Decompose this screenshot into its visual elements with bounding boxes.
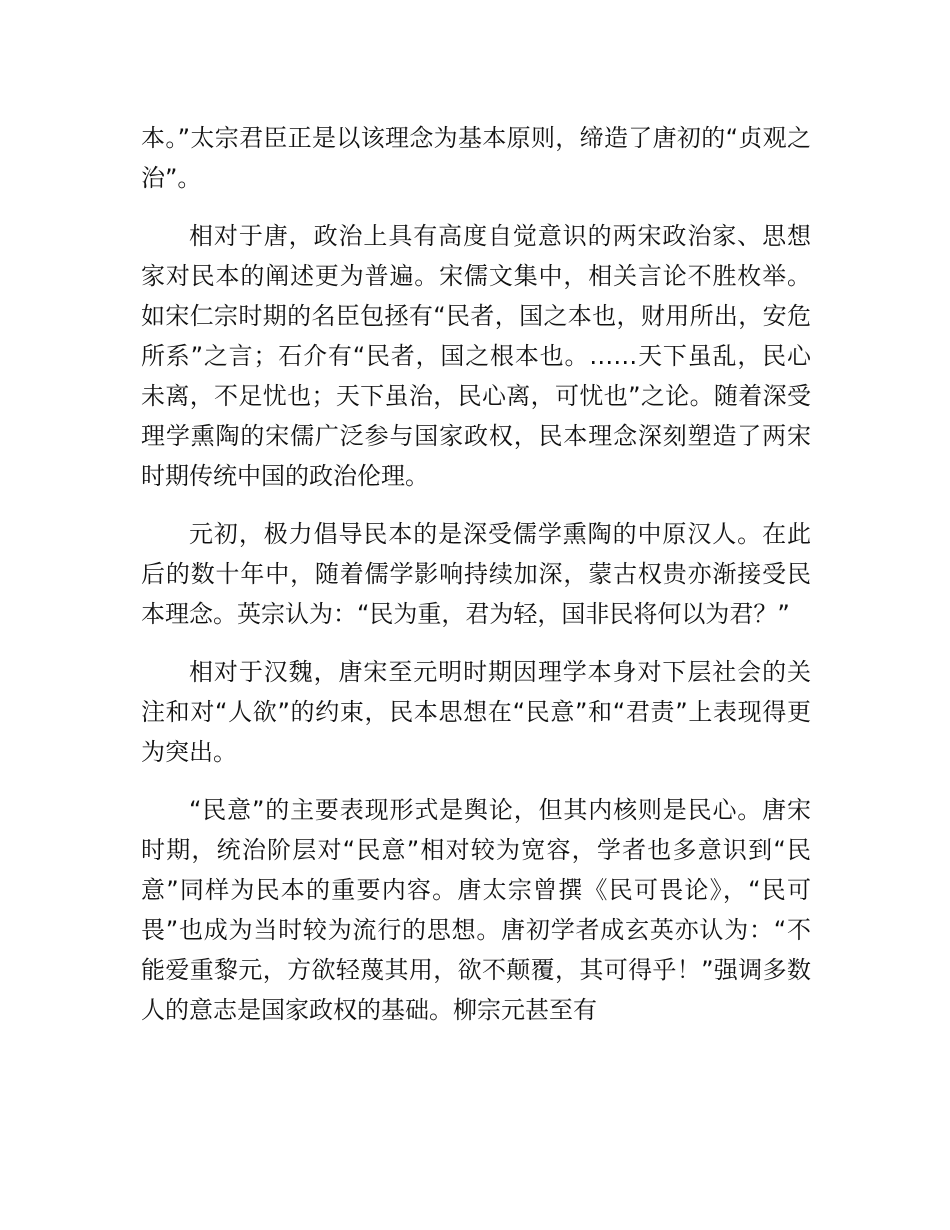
body-text — [141, 118, 811, 1048]
paragraph-public-opinion: “民意”的主要表现形式是舆论，但其内核则是民心。唐宋时期，统治阶层对“民意”相对较为宽容，学者也多意识到“民意”同样为民本的重要内容。唐太宗曾撰《民可畏论》，“民可畏”也成为当时较为流行的思想。唐初学者成玄英亦认为：“不能爱重黎元，方欲轻蔑其用，欲不颠覆，其可得乎！”强调多数人的意志是国家政权的基础。柳宗元甚至有 — [141, 796, 811, 1024]
paragraph-song-dynasty: 相对于唐，政治上具有高度自觉意识的两宋政治家、思想家对民本的阐述更为普遍。宋儒文集中，相关言论不胜枚举。如宋仁宗时期的名臣包拯有“民者，国之本也，财用所出，安危所系”之言；石介有“民者，国之根本也。……天下虽乱，民心未离，不足忧也；天下虽治，民心离，可忧也”之论。随着深受理学熏陶的宋儒广泛参与国家政权，民本理念深刻塑造了两宋时期传统中国的政治伦理。 — [141, 222, 811, 490]
paragraph-comparison: 相对于汉魏，唐宋至元明时期因理学本身对下层社会的关注和对“人欲”的约束，民本思想在“民意”和“君责”上表现得更为突出。 — [141, 658, 811, 766]
paragraph-continuation: 本。”太宗君臣正是以该理念为基本原则，缔造了唐初的“贞观之治”。 — [141, 124, 811, 192]
paragraph-yuan-dynasty: 元初，极力倡导民本的是深受儒学熏陶的中原汉人。在此后的数十年中，随着儒学影响持续加深，蒙古权贵亦渐接受民本理念。英宗认为：“民为重，君为轻，国非民将何以为君？” — [141, 520, 811, 628]
